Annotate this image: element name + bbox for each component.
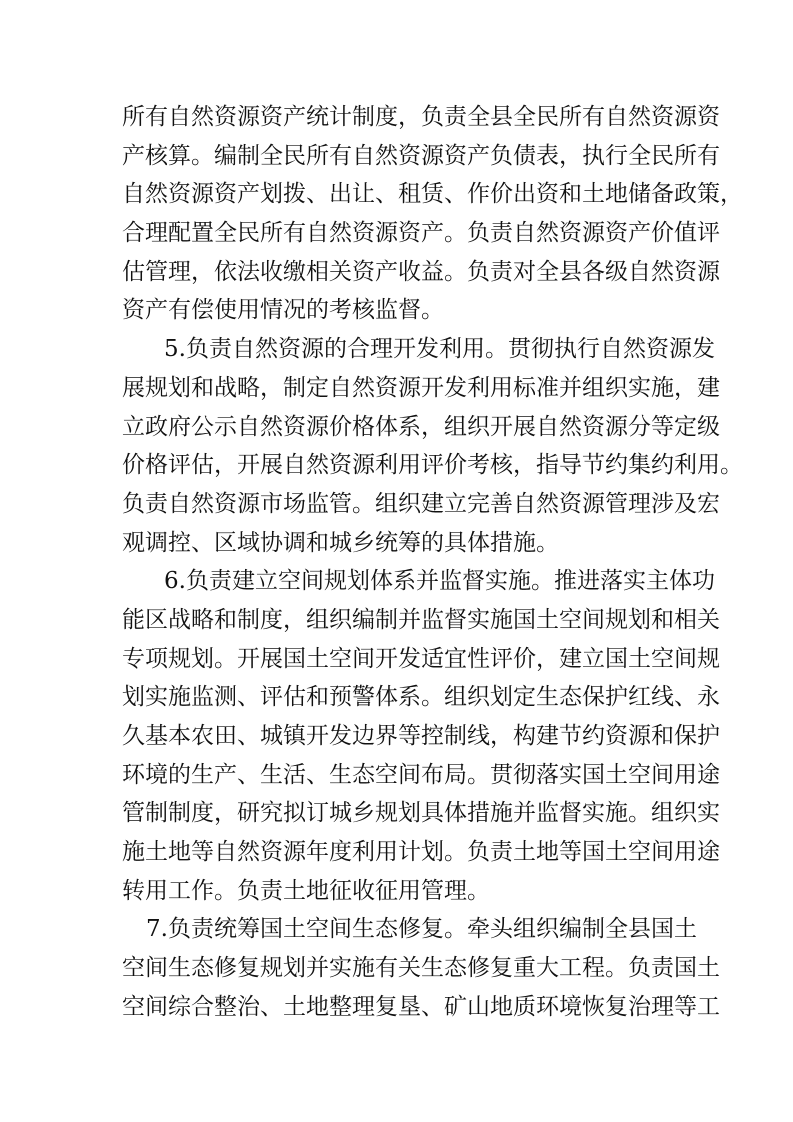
text-line: 观调控、区域协调和城乡统筹的具体措施。	[122, 529, 559, 556]
text-line: 资产有偿使用情况的考核监督。	[122, 297, 444, 324]
body-text	[122, 98, 743, 1027]
text-line: 展规划和战略，制定自然资源开发利用标准并组织实施，建	[122, 374, 720, 401]
text-line: 估管理，依法收缴相关资产收益。负责对全县各级自然资源	[122, 258, 720, 285]
text-line: 久基本农田、城镇开发边界等控制线，构建节约资源和保护	[122, 723, 720, 749]
text-line: 专项规划。开展国土空间开发适宜性评价，建立国土空间规	[122, 645, 720, 672]
text-line: 划实施监测、评估和预警体系。组织划定生态保护红线、永	[122, 684, 720, 711]
paragraph-6-heading-line: 6.负责建立空间规划体系并监督实施。推进落实主体功	[164, 568, 715, 595]
paragraph-5-heading-line: 5.负责自然资源的合理开发利用。贯彻执行自然资源发	[164, 336, 715, 363]
text-line: 环境的生产、生活、生态空间布局。贯彻落实国土空间用途	[122, 761, 720, 788]
text-line: 空间综合整治、土地整理复垦、矿山地质环境恢复治理等工	[122, 993, 720, 1020]
text-line: 管制制度，研究拟订城乡规划具体措施并监督实施。组织实	[122, 800, 720, 827]
text-line: 合理配置全民所有自然资源资产。负责自然资源资产价值评	[122, 220, 720, 247]
text-line: 价格评估，开展自然资源利用评价考核，指导节约集约利用。	[122, 452, 743, 479]
text-line: 能区战略和制度，组织编制并监督实施国土空间规划和相关	[122, 606, 720, 633]
text-line: 施土地等自然资源年度利用计划。负责土地等国土空间用途	[122, 839, 720, 866]
text-line: 立政府公示自然资源价格体系，组织开展自然资源分等定级	[122, 413, 720, 440]
text-line: 产核算。编制全民所有自然资源资产负债表，执行全民所有	[122, 142, 720, 169]
text-line: 所有自然资源资产统计制度，负责全县全民所有自然资源资	[122, 104, 720, 130]
paragraph-7-heading-line: 7.负责统筹国土空间生态修复。牵头组织编制全县国土	[146, 916, 697, 943]
text-line: 负责自然资源市场监管。组织建立完善自然资源管理涉及宏	[122, 490, 720, 517]
text-line: 空间生态修复规划并实施有关生态修复重大工程。负责国土	[122, 955, 720, 982]
text-line: 转用工作。负责土地征收征用管理。	[122, 877, 490, 904]
text-line: 自然资源资产划拨、出让、租赁、作价出资和土地储备政策，	[122, 181, 743, 208]
